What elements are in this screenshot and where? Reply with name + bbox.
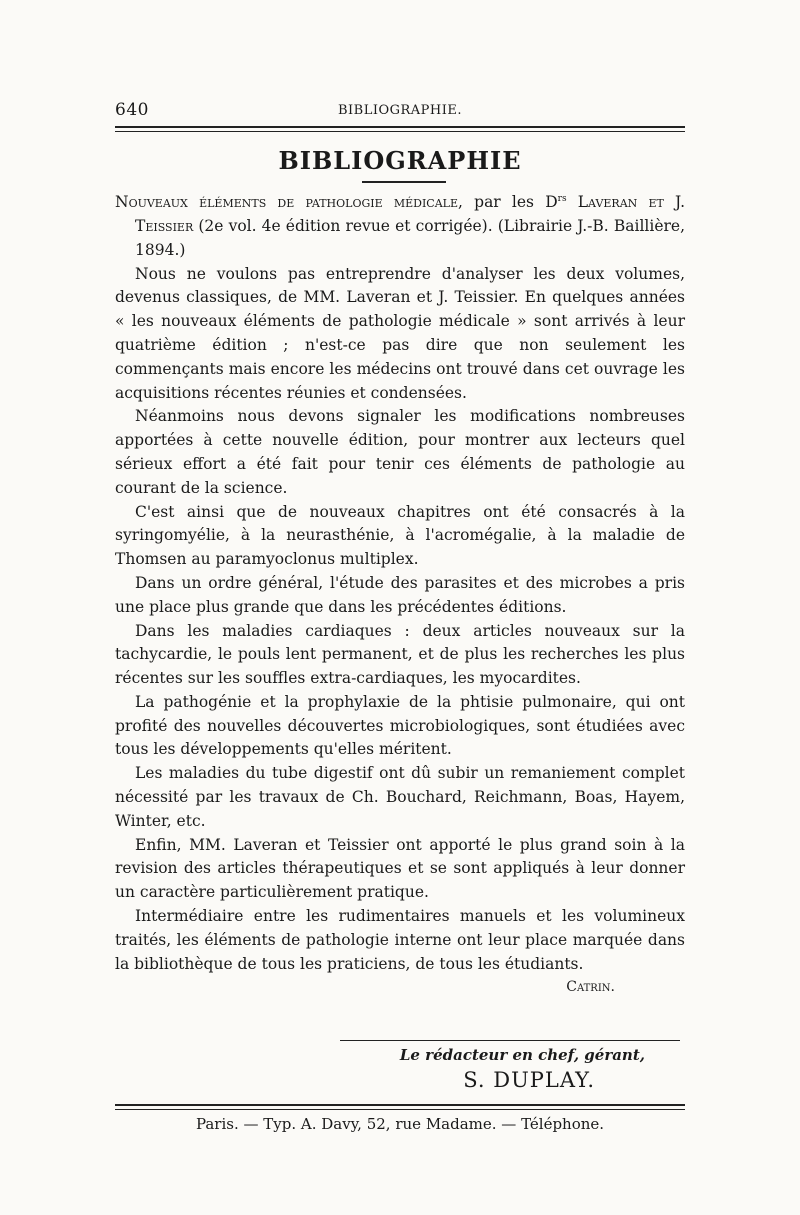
signature-rule (340, 1040, 680, 1041)
page-number: 640 (115, 100, 149, 120)
reference-details: (2e vol. 4e édition revue et corrigée). (Librairie J.-B. Baillière, 1894.) (135, 216, 685, 259)
running-title: BIBLIOGRAPHIE. (337, 103, 463, 118)
book-reference (115, 188, 685, 263)
paragraph: Les maladies du tube digestif ont dû subir un remaniement complet nécessité par les travaux de Ch. Bouchard, Reichmann, Boas, Hayem, Winter, etc. (115, 764, 685, 830)
review-author-signature: Catrin. (566, 979, 615, 996)
paragraph: La pathogénie et la prophylaxie de la phtisie pulmonaire, qui ont profité des nouvelles découvertes microbiologiques, sont étudiées avec tous les développements qu'elles méritent. (115, 692, 685, 759)
paragraph: Nous ne voulons pas entreprendre d'analyser les deux volumes, devenus classiques, de MM. Laveran et J. Teissier. En quelques années « les nouveaux éléments de pathologie médicale » sont arrivés à leur quatrième édition ; n'est-ce pas dire que non seulement les commençants mais encore les médecins ont trouvé dans cet ouvrage les acquisitions récentes réunies et condensées. (115, 264, 685, 402)
footer-rule-thick (115, 1104, 685, 1106)
paragraph: Néanmoins nous devons signaler les modifications nombreuses apportées à cette nouvelle édition, pour montrer aux lecteurs quel sérieux effort a été fait pour tenir ces éléments de pathologie au courant de la science. (115, 407, 685, 497)
paragraph: C'est ainsi que de nouveaux chapitres ont été consacrés à la syringomyélie, à la neurasthénie, à l'acromégalie, à la maladie de Thomsen au paramyoclonus multiplex. (115, 502, 685, 569)
footer-rule-thin (115, 1109, 685, 1110)
editor-role: Le rédacteur en chef, gérant, (399, 1046, 645, 1064)
paragraph: Dans les maladies cardiaques : deux articles nouveaux sur la tachycardie, le pouls lent permanent, et de plus les recherches les plus récentes sur les souffles extra-cardiaques, les myocardites. (115, 621, 685, 688)
paragraph: Dans un ordre général, l'étude des parasites et des microbes a pris une place plus grande que dans les précédentes éditions. (115, 573, 685, 616)
reference-authors-prefix: , par les D (458, 193, 558, 212)
book-title: Nouveaux éléments de pathologie médicale (115, 193, 459, 212)
printer-imprint: Paris. — Typ. A. Davy, 52, rue Madame. — Téléphone. (195, 1115, 605, 1133)
page-title: BIBLIOGRAPHIE (278, 146, 522, 175)
running-head (115, 100, 685, 124)
reference-doctor-suffix: rs (557, 194, 567, 204)
paragraph: Intermédiaire entre les rudimentaires manuels et les volumineux traités, les éléments de pathologie interne ont leur place marquée dans la bibliothèque de tous les praticiens, de tous les étudiants. (115, 907, 685, 973)
paragraph: Enfin, MM. Laveran et Teissier ont apporté le plus grand soin à la revision des articles thérapeutiques et se sont appliqués à leur donner un caractère particulièrement pratique. (115, 835, 685, 902)
reference-authors: Laveran et J. Teissier (135, 193, 685, 235)
header-rule-thin (115, 131, 685, 132)
article-body (115, 188, 685, 1000)
header-rule-thick (115, 126, 685, 128)
editor-name: S. DUPLAY. (463, 1068, 595, 1092)
title-underline (362, 181, 446, 183)
